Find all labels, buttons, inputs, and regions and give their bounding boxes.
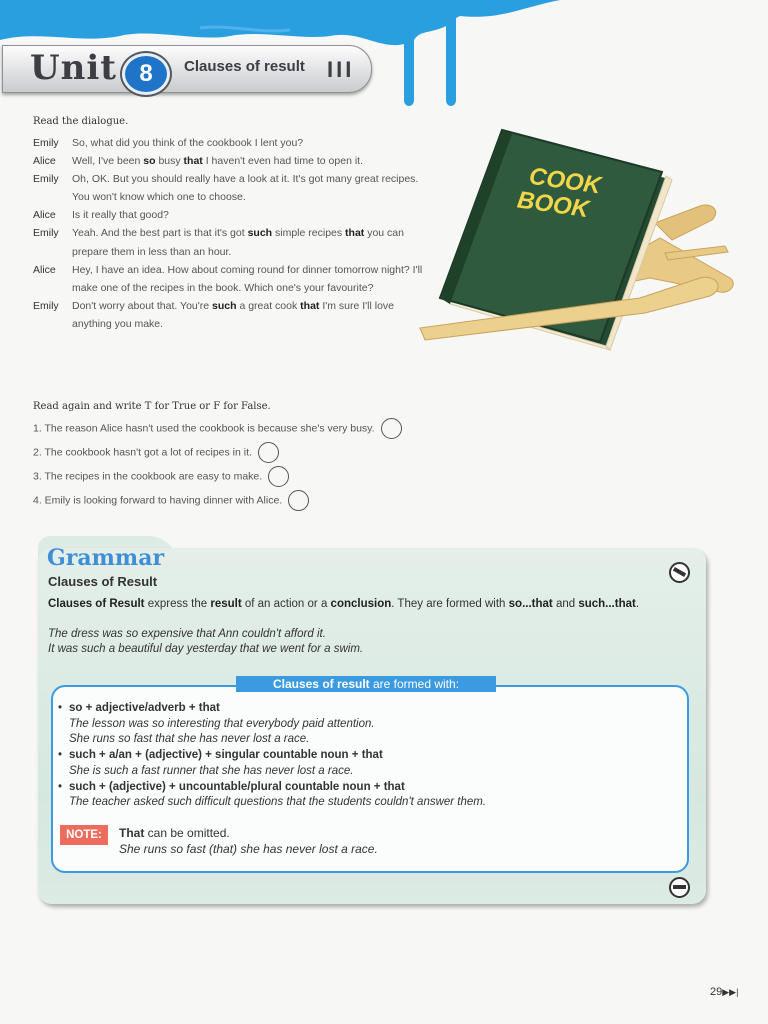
dialogue-instruction: Read the dialogue. (33, 116, 129, 127)
dialogue-fragment: you can prepare them in less than an hour. (72, 227, 404, 258)
rule-pattern: such + a/an + (adjective) + singular countable noun + that (69, 749, 383, 762)
dialogue-text: Hey, I have an idea. How about coming round for dinner tomorrow night? I'll make one of the recipes in the book. Which one's your favourite? (72, 263, 423, 294)
note-bold: That (119, 826, 145, 840)
intro-term: Clauses of Result (48, 598, 145, 610)
tf-item-4 (33, 490, 309, 511)
dialogue-line (33, 134, 423, 152)
intro-term: so...that (508, 598, 553, 610)
rule-pattern: such + (adjective) + uncountable/plural countable noun + that (69, 780, 405, 793)
intro-term: result (210, 598, 242, 610)
note-text (119, 826, 230, 840)
tf-answer-circle-2[interactable] (258, 442, 279, 463)
speaker-name: Emily (33, 227, 59, 240)
rule-example: She runs so fast that she has never lost a race. (69, 733, 310, 746)
keyword: that (300, 299, 320, 312)
grammar-subtitle: Clauses of Result (48, 574, 158, 589)
formation-heading-bold: Clauses of result (272, 677, 370, 691)
tf-item-4-text: 4. Emily is looking forward to having dinner with Alice. (33, 494, 283, 507)
keyword: that (345, 227, 365, 240)
unit-title: Clauses of result (184, 58, 305, 75)
rule-item: • so + adjective/adverb + that (58, 702, 220, 714)
page-number (710, 986, 738, 998)
speaker-name: Alice (33, 263, 56, 276)
speaker-name: Emily (33, 173, 59, 186)
formation-heading (236, 676, 496, 692)
dialogue-line (33, 224, 423, 260)
speaker-name: Emily (33, 299, 59, 312)
rule-pattern: so + adjective/adverb + that (69, 702, 220, 714)
keyword: that (183, 155, 203, 168)
formation-heading-rest: are formed with: (369, 677, 460, 691)
grammar-title: Grammar (47, 545, 165, 571)
intro-text: . (635, 598, 640, 610)
dialogue-text (72, 152, 423, 170)
grammar-intro (48, 597, 678, 611)
rule-example: The teacher asked such difficult questions that the students couldn't answer them. (69, 796, 487, 809)
formation-rules (58, 701, 678, 811)
tf-answer-circle-3[interactable] (268, 466, 289, 487)
dialogue-fragment: busy (155, 155, 184, 168)
tf-item-2-text: 2. The cookbook hasn't got a lot of recipes in it. (33, 446, 252, 459)
intro-text: of an action or a (241, 598, 331, 610)
tf-item-3 (33, 466, 289, 487)
tf-answer-circle-4[interactable] (288, 490, 309, 511)
screw-icon (669, 562, 690, 583)
keyword: such (247, 227, 273, 240)
next-arrows-icon: ▶▶| (722, 987, 739, 997)
speaker-name: Alice (33, 209, 56, 222)
rule-item: • such + (adjective) + uncountable/plural countable noun + that (58, 780, 405, 793)
intro-term: such...that (578, 598, 636, 610)
keyword: such (212, 299, 237, 312)
tf-item-2 (33, 442, 279, 463)
dialogue-fragment: Well, I've been (72, 155, 144, 168)
dialogue-line (33, 297, 423, 333)
intro-term: conclusion (330, 598, 392, 610)
dialogue-text (72, 297, 423, 333)
unit-bars-decoration: III (327, 57, 355, 82)
tf-item-1-text: 1. The reason Alice hasn't used the cookbook is because she's very busy. (33, 422, 375, 435)
dialogue-fragment: Yeah. And the best part is that it's got (72, 227, 248, 240)
dialogue-text: So, what did you think of the cookbook I lent you? (72, 137, 304, 149)
note-example: She runs so fast (that) she has never lost a race. (119, 842, 378, 856)
tf-answer-circle-1[interactable] (381, 418, 402, 439)
rule-example: The lesson was so interesting that everybody paid attention. (69, 717, 375, 730)
dialogue-text (72, 224, 423, 260)
dialogue-line (33, 170, 423, 206)
screw-icon (669, 877, 690, 898)
rule-item: • such + a/an + (adjective) + singular countable noun + that (58, 749, 383, 762)
intro-text: and (552, 598, 579, 610)
dialogue-fragment: a great cook (236, 299, 301, 312)
dialogue-line (33, 206, 423, 224)
unit-number-badge: 8 (122, 53, 170, 95)
speaker-name: Emily (33, 137, 59, 149)
dialogue-fragment: I'm sure I'll love anything you make. (72, 299, 395, 330)
dialogue-fragment: Don't worry about that. You're (72, 299, 213, 312)
cookbook-illustration (410, 128, 740, 358)
intro-text: express the (144, 598, 211, 610)
note-label: NOTE: (60, 825, 108, 845)
speaker-name: Alice (33, 155, 56, 168)
dialogue-line (33, 152, 423, 170)
dialogue-text: Oh, OK. But you should really have a look at it. It's got many great recipes. You won't know which one to choose. (72, 173, 419, 204)
note-rest: can be omitted. (144, 826, 230, 840)
tf-item-1 (33, 418, 402, 439)
dialogue-fragment: I haven't even had time to open it. (202, 155, 363, 168)
grammar-example-1: The dress was so expensive that Ann couldn't afford it. (48, 628, 326, 640)
intro-text: . They are formed with (391, 598, 509, 610)
dialogue (33, 134, 423, 333)
page-number-value: 29 (710, 986, 723, 998)
dialogue-text: Is it really that good? (72, 209, 169, 222)
unit-label: Unit (30, 48, 117, 88)
cookbook-cover-title-2: BOOK (515, 186, 591, 224)
rule-example: She is such a fast runner that she has never lost a race. (69, 764, 354, 777)
true-false-instruction: Read again and write T for True or F for False. (33, 401, 271, 412)
tf-item-3-text: 3. The recipes in the cookbook are easy to make. (33, 470, 263, 483)
dialogue-line (33, 261, 423, 297)
cookbook-cover-title-1: COOK (527, 162, 603, 200)
keyword: so (143, 155, 156, 168)
grammar-example-2: It was such a beautiful day yesterday that we went for a swim. (48, 643, 364, 655)
dialogue-fragment: simple recipes (272, 227, 346, 240)
